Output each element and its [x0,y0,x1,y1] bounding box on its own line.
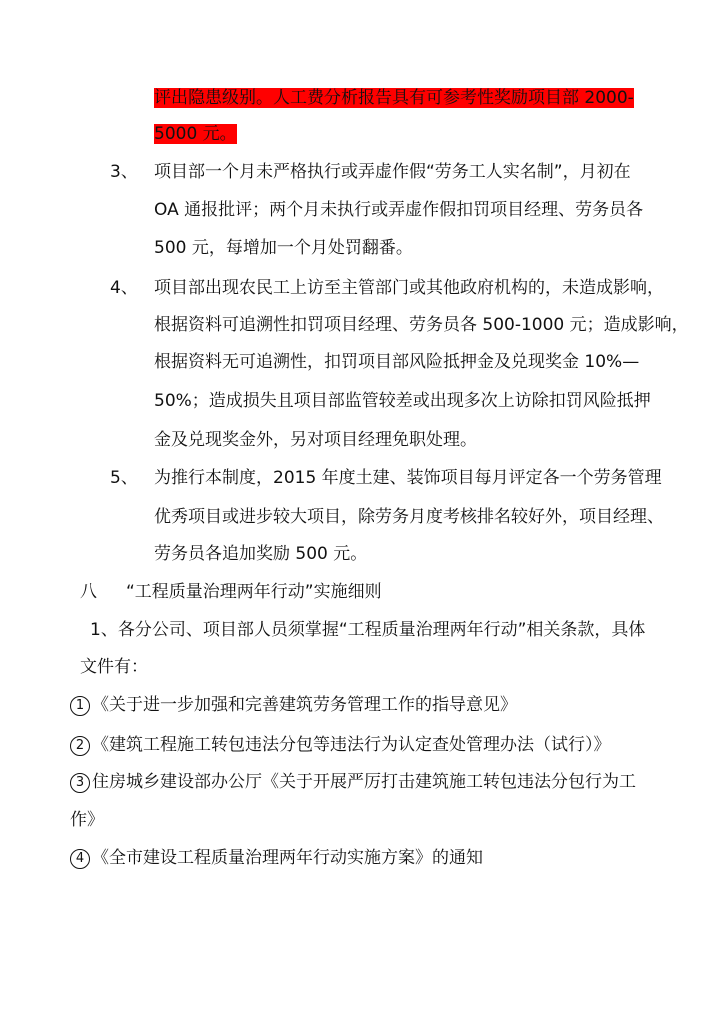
highlighted-line [154,122,237,146]
item-text: 项目部出现农民工上访至主管部门或其他政府机构的，未造成影响， [154,278,664,298]
item-text: 500 元，每增加一个月处罚翻番。 [154,238,413,258]
item-text: 50%；造成损失且项目部监管较差或出现多次上访除扣罚风险抵押 [154,391,651,411]
document-item [70,733,611,757]
circled-number: 3 [70,773,90,793]
document-title: 《全市建设工程质量治理两年行动实施方案》的通知 [92,848,483,868]
paragraph-line: 文件有： [80,657,148,677]
item-text: 为推行本制度，2015 年度土建、装饰项目每月评定各一个劳务管理 [154,468,662,488]
section-title: “工程质量治理两年行动”实施细则 [126,582,382,602]
document-title: 住房城乡建设部办公厅《关于开展严厉打击建筑施工转包违法分包行为工 [92,772,636,792]
item-text: OA 通报批评；两个月未执行或弄虚作假扣罚项目经理、劳务员各 [154,200,644,220]
item-number: 5、 [110,468,138,488]
highlight-text: 5000 元。 [154,124,237,144]
item-text: 金及兑现奖金外，另对项目经理免职处理。 [154,430,477,450]
document-title: 《关于进一步加强和完善建筑劳务管理工作的指导意见》 [92,695,517,715]
item-text: 劳务员各追加奖励 500 元。 [154,544,368,564]
item-text: 优秀项目或进步较大项目，除劳务月度考核排名较好外，项目经理、 [154,507,664,527]
circled-number: 1 [70,696,90,716]
highlight-text: 评出隐患级别。人工费分析报告具有可参考性奖励项目部 2000- [154,88,634,108]
item-text: 项目部一个月未严格执行或弄虚作假“劳务工人实名制”，月初在 [154,162,631,182]
section-number: 八 [80,582,97,602]
document-item [70,693,517,717]
document-item-continuation: 作》 [70,810,104,830]
highlighted-line [154,86,634,110]
document-title: 《建筑工程施工转包违法分包等违法行为认定查处管理办法（试行）》 [92,735,611,755]
item-number: 4、 [110,278,138,298]
item-number: 3、 [110,162,138,182]
circled-number: 4 [70,849,90,869]
document-item [70,770,636,794]
item-text: 根据资料无可追溯性，扣罚项目部风险抵押金及兑现奖金 10%— [154,352,640,372]
item-text: 根据资料可追溯性扣罚项目经理、劳务员各 500-1000 元；造成影响， [154,315,689,335]
paragraph-line: 1、各分公司、项目部人员须掌握“工程质量治理两年行动”相关条款，具体 [90,620,646,640]
document-item [70,846,483,870]
circled-number: 2 [70,736,90,756]
